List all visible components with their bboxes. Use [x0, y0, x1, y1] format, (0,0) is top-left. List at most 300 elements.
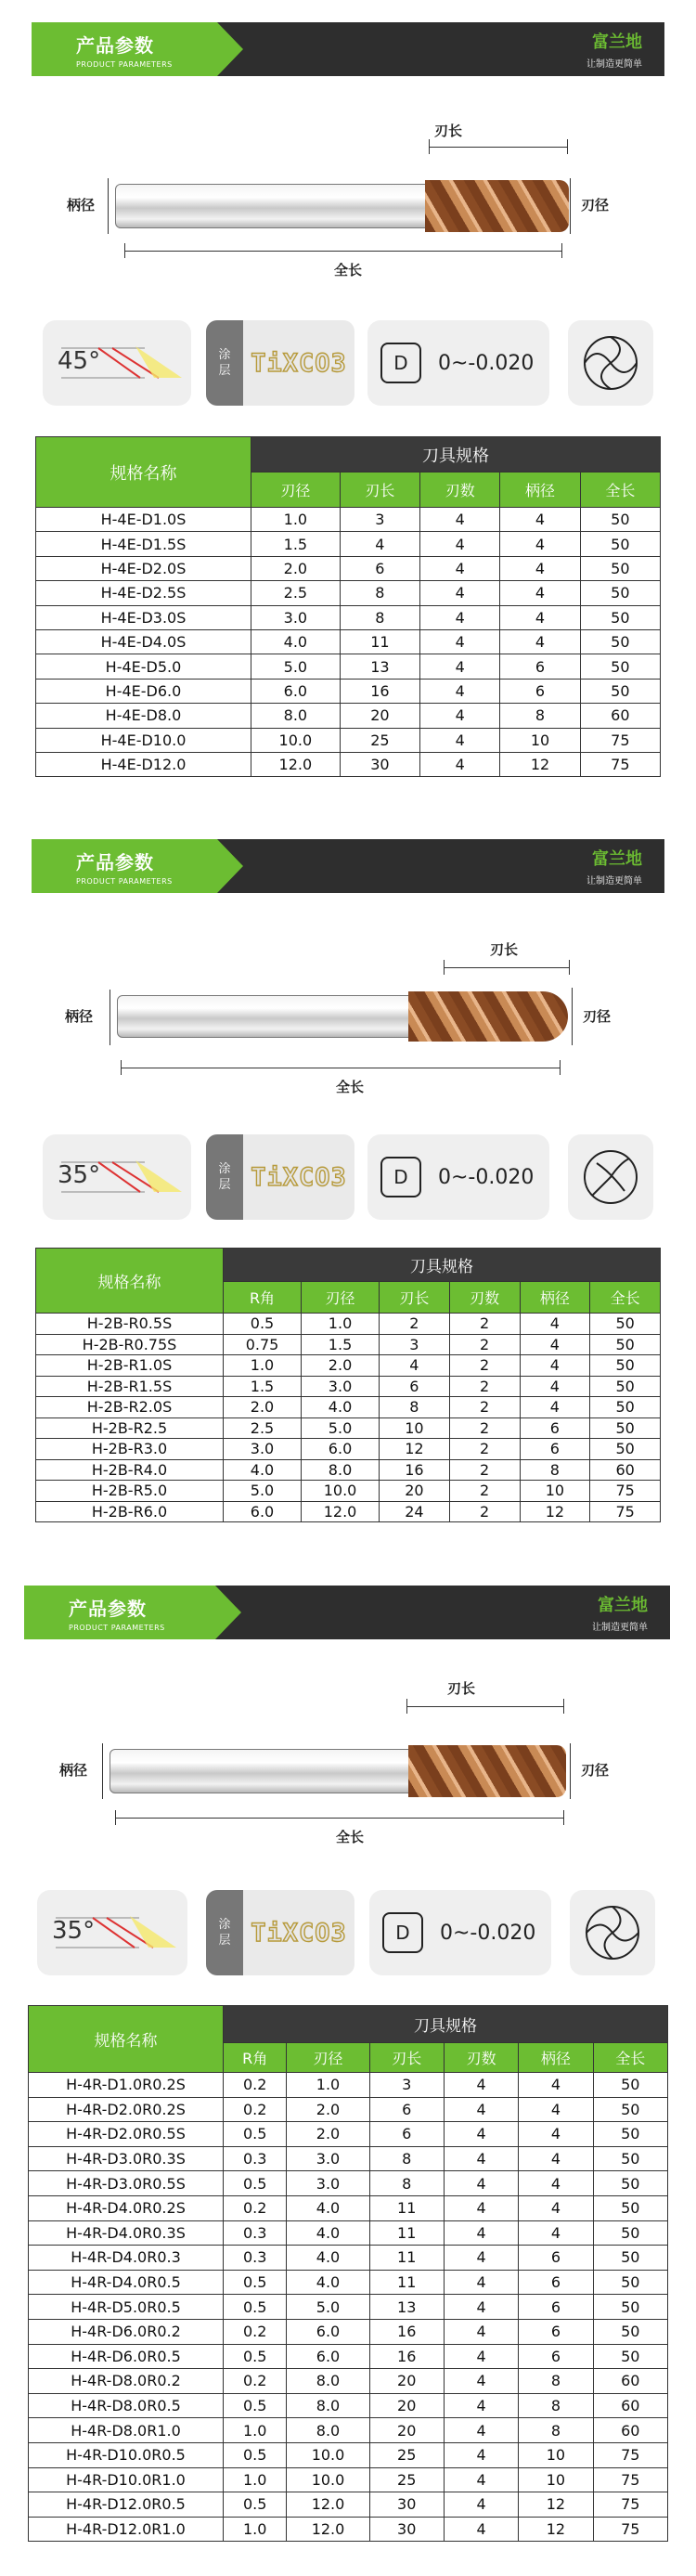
- spec-name-cell: H-2B-R3.0: [36, 1439, 224, 1460]
- spec-value-cell: 2: [449, 1397, 520, 1418]
- column-header: 全长: [580, 472, 660, 508]
- spec-table-corner: [28, 2005, 668, 2542]
- banner-title: 产品参数: [69, 1597, 147, 1620]
- spec-value-cell: 4: [520, 1314, 590, 1335]
- spec-name-cell: H-4R-D3.0R0.3S: [29, 2146, 224, 2171]
- spec-value-cell: 1.0: [287, 2073, 369, 2098]
- spec-value-cell: 2: [449, 1355, 520, 1377]
- spec-name-cell: H-4E-D1.5S: [36, 532, 251, 556]
- spec-value-cell: 50: [593, 2319, 667, 2344]
- tool-shank: [115, 184, 427, 228]
- diameter-symbol-icon: D: [380, 343, 421, 383]
- spec-value-cell: 4: [519, 2171, 593, 2196]
- tolerance-badge: [367, 1134, 549, 1220]
- spec-value-cell: 4: [444, 2246, 518, 2271]
- spec-value-cell: 1.5: [302, 1334, 380, 1355]
- spec-value-cell: 6.0: [251, 679, 341, 703]
- spec-value-cell: 4: [420, 508, 500, 532]
- spec-name-cell: H-4E-D1.0S: [36, 508, 251, 532]
- spec-name-cell: H-2B-R0.5S: [36, 1314, 224, 1335]
- brand-slogan: 让制造更简单: [586, 876, 642, 887]
- column-header: 柄径: [500, 472, 580, 508]
- coating-name: TiXCO3: [251, 348, 347, 378]
- spec-name-cell: H-2B-R4.0: [36, 1459, 224, 1481]
- spec-value-cell: 16: [380, 1459, 450, 1481]
- spec-value-cell: 6: [519, 2344, 593, 2369]
- spec-value-cell: 0.2: [224, 2073, 287, 2098]
- spec-name-cell: H-4R-D10.0R1.0: [29, 2467, 224, 2492]
- spec-value-cell: 6: [520, 1439, 590, 1460]
- spec-value-cell: 4.0: [224, 1459, 302, 1481]
- spec-value-cell: 60: [580, 704, 660, 728]
- spec-value-cell: 75: [593, 2517, 667, 2542]
- spec-value-cell: 75: [593, 2442, 667, 2467]
- spec-value-cell: 10.0: [302, 1481, 380, 1502]
- spec-value-cell: 3.0: [287, 2171, 369, 2196]
- spec-value-cell: 2.0: [287, 2097, 369, 2122]
- spec-value-cell: 4: [340, 532, 419, 556]
- spec-value-cell: 12.0: [251, 752, 341, 776]
- spec-value-cell: 8.0: [287, 2393, 369, 2418]
- column-header: 全长: [593, 2043, 667, 2073]
- total-length-label: 全长: [334, 262, 363, 278]
- table-row: [29, 2220, 668, 2246]
- brand-slogan: 让制造更简单: [592, 1623, 648, 1633]
- column-header: R角: [224, 2043, 287, 2073]
- spec-value-cell: 5.0: [302, 1417, 380, 1439]
- spec-value-cell: 10: [520, 1481, 590, 1502]
- blade-diameter-label: 刃径: [581, 197, 610, 214]
- spec-value-cell: 6.0: [287, 2319, 369, 2344]
- spec-value-cell: 4: [500, 532, 580, 556]
- spec-value-cell: 1.0: [302, 1314, 380, 1335]
- spec-value-cell: 50: [580, 556, 660, 580]
- spec-value-cell: 4: [500, 605, 580, 629]
- spec-value-cell: 4: [444, 2295, 518, 2320]
- spec-name-cell: H-4R-D6.0R0.2: [29, 2319, 224, 2344]
- spec-value-cell: 16: [369, 2344, 444, 2369]
- spec-value-cell: 6.0: [287, 2344, 369, 2369]
- spec-value-cell: 4: [444, 2344, 518, 2369]
- spec-value-cell: 8.0: [251, 704, 341, 728]
- column-header: 刃数: [444, 2043, 518, 2073]
- spec-value-cell: 12.0: [287, 2517, 369, 2542]
- coating-badge: 涂 层 TiXCO3: [206, 1890, 354, 1975]
- column-header: 刃长: [340, 472, 419, 508]
- spec-value-cell: 10.0: [287, 2467, 369, 2492]
- spec-value-cell: 4: [420, 556, 500, 580]
- table-row: [36, 1417, 661, 1439]
- table-row: [29, 2319, 668, 2344]
- spec-value-cell: 4: [420, 654, 500, 679]
- spec-value-cell: 4: [444, 2319, 518, 2344]
- table-row: [29, 2073, 668, 2098]
- spec-value-cell: 8.0: [287, 2418, 369, 2443]
- spec-value-cell: 30: [369, 2492, 444, 2518]
- spec-value-cell: 4: [444, 2270, 518, 2295]
- spec-value-cell: 16: [340, 679, 419, 703]
- spec-value-cell: 6: [519, 2270, 593, 2295]
- table-row: [36, 605, 661, 629]
- table-row: [36, 629, 661, 654]
- spec-value-cell: 20: [340, 704, 419, 728]
- spec-value-cell: 2.5: [251, 581, 341, 605]
- spec-name-cell: H-4R-D6.0R0.5: [29, 2344, 224, 2369]
- spec-value-cell: 0.2: [224, 2369, 287, 2394]
- tool-flute: [425, 180, 569, 232]
- banner-title: 产品参数: [76, 33, 154, 57]
- spec-value-cell: 75: [590, 1501, 661, 1522]
- spec-value-cell: 8.0: [287, 2369, 369, 2394]
- spec-table-ball: [35, 1248, 661, 1522]
- spec-value-cell: 0.75: [224, 1334, 302, 1355]
- coating-badge: 涂 层 TiXCO3: [206, 1134, 354, 1220]
- table-row: [36, 1501, 661, 1522]
- blade-length-label: 刃长: [434, 123, 463, 139]
- spec-value-cell: 6: [369, 2097, 444, 2122]
- spec-value-cell: 2: [449, 1376, 520, 1397]
- spec-value-cell: 10.0: [287, 2442, 369, 2467]
- total-length-label: 全长: [336, 1079, 365, 1095]
- column-header: R角: [224, 1282, 302, 1314]
- spec-value-cell: 0.5: [224, 2344, 287, 2369]
- spec-value-cell: 2: [449, 1334, 520, 1355]
- spec-value-cell: 50: [593, 2146, 667, 2171]
- spec-name-cell: H-4R-D5.0R0.5: [29, 2295, 224, 2320]
- spec-value-cell: 20: [380, 1481, 450, 1502]
- table-row: [29, 2295, 668, 2320]
- spec-value-cell: 6: [519, 2246, 593, 2271]
- spec-value-cell: 50: [593, 2073, 667, 2098]
- spec-value-cell: 4: [519, 2146, 593, 2171]
- spec-value-cell: 50: [593, 2122, 667, 2147]
- product-parameters-banner: [32, 22, 664, 76]
- svg-text:35°: 35°: [52, 1917, 96, 1945]
- spec-name-cell: H-4E-D8.0: [36, 704, 251, 728]
- spec-value-cell: 0.5: [224, 2270, 287, 2295]
- spec-value-cell: 4: [444, 2146, 518, 2171]
- spec-value-cell: 11: [369, 2220, 444, 2246]
- spec-value-cell: 8.0: [302, 1459, 380, 1481]
- blade-diameter-label: 刃径: [583, 1008, 612, 1025]
- spec-value-cell: 11: [369, 2270, 444, 2295]
- spec-name-cell: H-4E-D6.0: [36, 679, 251, 703]
- spec-value-cell: 0.5: [224, 2122, 287, 2147]
- table-row: [29, 2122, 668, 2147]
- spec-value-cell: 3: [369, 2073, 444, 2098]
- coating-badge: 涂 层 TiXCO3: [206, 320, 354, 406]
- spec-value-cell: 4: [444, 2369, 518, 2394]
- total-length-label: 全长: [336, 1829, 365, 1845]
- spec-name-cell: H-4E-D2.0S: [36, 556, 251, 580]
- table-row: [36, 1439, 661, 1460]
- spec-value-cell: 16: [369, 2319, 444, 2344]
- spec-value-cell: 4: [420, 629, 500, 654]
- spec-value-cell: 50: [590, 1439, 661, 1460]
- table-row: [36, 1481, 661, 1502]
- table-row: [29, 2418, 668, 2443]
- table-row: [36, 1397, 661, 1418]
- spec-value-cell: 12: [520, 1501, 590, 1522]
- spec-value-cell: 8: [520, 1459, 590, 1481]
- spec-value-cell: 4: [520, 1334, 590, 1355]
- column-header: 刃长: [369, 2043, 444, 2073]
- spec-name-cell: H-4E-D10.0: [36, 728, 251, 752]
- tool-flute: [408, 1745, 566, 1797]
- spec-value-cell: 50: [590, 1334, 661, 1355]
- spec-value-cell: 0.5: [224, 2492, 287, 2518]
- table-row: [29, 2393, 668, 2418]
- tolerance-value: 0~-0.020: [440, 1921, 536, 1945]
- spec-value-cell: 13: [340, 654, 419, 679]
- spec-value-cell: 2.0: [224, 1397, 302, 1418]
- 2-flute-ball-end-icon: [568, 1134, 653, 1220]
- svg-text:45°: 45°: [58, 347, 101, 375]
- 4-flute-corner-end-icon: [570, 1890, 655, 1975]
- spec-value-cell: 1.0: [224, 1355, 302, 1377]
- group-header: 刀具规格: [251, 437, 661, 472]
- spec-name-cell: H-4R-D4.0R0.2S: [29, 2195, 224, 2220]
- spec-value-cell: 11: [369, 2246, 444, 2271]
- spec-value-cell: 0.5: [224, 2442, 287, 2467]
- spec-table-flat: [35, 436, 661, 777]
- spec-value-cell: 1.0: [224, 2467, 287, 2492]
- spec-name-cell: H-2B-R2.5: [36, 1417, 224, 1439]
- name-header: 规格名称: [36, 1249, 224, 1314]
- spec-value-cell: 0.2: [224, 2097, 287, 2122]
- tool-diagram-corner: [0, 1678, 696, 1845]
- table-row: [29, 2146, 668, 2171]
- table-row: [36, 508, 661, 532]
- shank-diameter-label: 柄径: [67, 197, 96, 214]
- table-row: [29, 2246, 668, 2271]
- group-header: 刀具规格: [224, 1249, 661, 1282]
- product-parameters-banner: [24, 1586, 670, 1639]
- spec-value-cell: 4.0: [287, 2246, 369, 2271]
- spec-value-cell: 3.0: [287, 2146, 369, 2171]
- spec-value-cell: 4: [420, 752, 500, 776]
- column-header: 柄径: [519, 2043, 593, 2073]
- spec-name-cell: H-4R-D8.0R1.0: [29, 2418, 224, 2443]
- spec-value-cell: 2: [449, 1314, 520, 1335]
- spec-value-cell: 50: [593, 2171, 667, 2196]
- table-row: [36, 704, 661, 728]
- spec-value-cell: 6: [500, 679, 580, 703]
- table-row: [36, 1314, 661, 1335]
- spec-value-cell: 20: [369, 2393, 444, 2418]
- spec-name-cell: H-4R-D8.0R0.5: [29, 2393, 224, 2418]
- table-row: [36, 1334, 661, 1355]
- spec-value-cell: 8: [369, 2171, 444, 2196]
- spec-value-cell: 0.2: [224, 2319, 287, 2344]
- spec-value-cell: 50: [580, 581, 660, 605]
- spec-name-cell: H-4R-D8.0R0.2: [29, 2369, 224, 2394]
- spec-value-cell: 4: [519, 2122, 593, 2147]
- spec-value-cell: 50: [590, 1355, 661, 1377]
- product-parameters-banner: [32, 839, 664, 893]
- spec-value-cell: 0.5: [224, 1314, 302, 1335]
- spec-value-cell: 4: [444, 2442, 518, 2467]
- spec-value-cell: 5.0: [224, 1481, 302, 1502]
- spec-value-cell: 12: [519, 2517, 593, 2542]
- tolerance-badge: [369, 1890, 551, 1975]
- spec-value-cell: 6: [520, 1417, 590, 1439]
- coating-name: TiXCO3: [251, 1162, 347, 1192]
- total-length-line: [124, 251, 562, 252]
- spec-value-cell: 0.5: [224, 2171, 287, 2196]
- banner-subtitle: PRODUCT PARAMETERS: [69, 1623, 165, 1632]
- spec-name-cell: H-2B-R6.0: [36, 1501, 224, 1522]
- spec-value-cell: 75: [590, 1481, 661, 1502]
- spec-value-cell: 6: [369, 2122, 444, 2147]
- spec-value-cell: 2.5: [224, 1417, 302, 1439]
- tool-diagram-flat: [0, 121, 696, 288]
- spec-value-cell: 75: [593, 2492, 667, 2518]
- banner-subtitle: PRODUCT PARAMETERS: [76, 876, 173, 886]
- spec-value-cell: 10: [519, 2442, 593, 2467]
- spec-value-cell: 0.3: [224, 2220, 287, 2246]
- spec-value-cell: 4.0: [251, 629, 341, 654]
- banner-title: 产品参数: [76, 850, 154, 874]
- banner-subtitle: PRODUCT PARAMETERS: [76, 59, 173, 69]
- spec-value-cell: 8: [500, 704, 580, 728]
- spec-name-cell: H-4E-D2.5S: [36, 581, 251, 605]
- spec-value-cell: 50: [593, 2246, 667, 2271]
- spec-value-cell: 25: [340, 728, 419, 752]
- spec-name-cell: H-4R-D12.0R1.0: [29, 2517, 224, 2542]
- spec-value-cell: 0.3: [224, 2246, 287, 2271]
- spec-value-cell: 4.0: [287, 2195, 369, 2220]
- table-row: [36, 1355, 661, 1377]
- spec-name-cell: H-2B-R0.75S: [36, 1334, 224, 1355]
- spec-value-cell: 4: [444, 2418, 518, 2443]
- helix-angle-icon: [37, 1890, 187, 1975]
- spec-name-cell: H-4R-D4.0R0.3: [29, 2246, 224, 2271]
- spec-value-cell: 60: [590, 1459, 661, 1481]
- spec-value-cell: 10: [500, 728, 580, 752]
- table-row: [29, 2195, 668, 2220]
- spec-value-cell: 60: [593, 2393, 667, 2418]
- spec-value-cell: 10.0: [251, 728, 341, 752]
- spec-value-cell: 4: [420, 704, 500, 728]
- spec-value-cell: 11: [369, 2195, 444, 2220]
- brand-name: 富兰地: [598, 1596, 648, 1615]
- spec-value-cell: 2: [449, 1501, 520, 1522]
- spec-value-cell: 0.2: [224, 2195, 287, 2220]
- blade-length-label: 刃长: [490, 941, 519, 958]
- spec-value-cell: 4: [519, 2073, 593, 2098]
- table-row: [29, 2517, 668, 2542]
- column-header: 刃数: [420, 472, 500, 508]
- spec-value-cell: 6: [380, 1376, 450, 1397]
- blade-diameter-label: 刃径: [581, 1762, 610, 1779]
- spec-value-cell: 4: [380, 1355, 450, 1377]
- table-row: [36, 581, 661, 605]
- spec-value-cell: 50: [593, 2270, 667, 2295]
- spec-name-cell: H-4R-D2.0R0.5S: [29, 2122, 224, 2147]
- coating-name: TiXCO3: [251, 1918, 347, 1948]
- spec-value-cell: 4: [444, 2097, 518, 2122]
- spec-value-cell: 60: [593, 2418, 667, 2443]
- column-header: 柄径: [520, 1282, 590, 1314]
- spec-value-cell: 12: [500, 752, 580, 776]
- column-header: 全长: [590, 1282, 661, 1314]
- spec-value-cell: 0.5: [224, 2295, 287, 2320]
- spec-name-cell: H-2B-R5.0: [36, 1481, 224, 1502]
- spec-value-cell: 2.0: [287, 2122, 369, 2147]
- table-row: [29, 2270, 668, 2295]
- spec-value-cell: 0.5: [224, 2393, 287, 2418]
- spec-value-cell: 4: [444, 2171, 518, 2196]
- spec-value-cell: 50: [580, 532, 660, 556]
- table-row: [36, 752, 661, 776]
- spec-value-cell: 20: [369, 2418, 444, 2443]
- brand-name: 富兰地: [592, 32, 642, 52]
- spec-value-cell: 12: [380, 1439, 450, 1460]
- spec-value-cell: 50: [593, 2220, 667, 2246]
- table-row: [29, 2171, 668, 2196]
- spec-name-cell: H-4E-D5.0: [36, 654, 251, 679]
- diameter-symbol-icon: D: [380, 1157, 421, 1197]
- spec-value-cell: 50: [593, 2344, 667, 2369]
- spec-name-cell: H-4E-D12.0: [36, 752, 251, 776]
- spec-value-cell: 4: [420, 581, 500, 605]
- spec-value-cell: 4: [444, 2492, 518, 2518]
- spec-value-cell: 8: [380, 1397, 450, 1418]
- spec-value-cell: 1.0: [251, 508, 341, 532]
- table-row: [36, 532, 661, 556]
- spec-value-cell: 12.0: [302, 1501, 380, 1522]
- tool-shank: [110, 1749, 410, 1793]
- group-header: 刀具规格: [224, 2006, 668, 2043]
- spec-value-cell: 2.0: [302, 1355, 380, 1377]
- spec-value-cell: 3.0: [224, 1439, 302, 1460]
- spec-value-cell: 30: [340, 752, 419, 776]
- tool-shank: [117, 995, 410, 1038]
- table-row: [29, 2097, 668, 2122]
- spec-value-cell: 75: [580, 752, 660, 776]
- table-row: [36, 728, 661, 752]
- spec-value-cell: 6.0: [224, 1501, 302, 1522]
- brand-slogan: 让制造更简单: [586, 59, 642, 70]
- brand-name: 富兰地: [592, 849, 642, 869]
- spec-value-cell: 75: [593, 2467, 667, 2492]
- spec-value-cell: 4: [444, 2393, 518, 2418]
- spec-value-cell: 4: [420, 532, 500, 556]
- table-row: [29, 2467, 668, 2492]
- spec-value-cell: 8: [519, 2393, 593, 2418]
- spec-value-cell: 50: [580, 679, 660, 703]
- spec-value-cell: 4: [519, 2195, 593, 2220]
- spec-value-cell: 3.0: [251, 605, 341, 629]
- spec-name-cell: H-4R-D1.0R0.2S: [29, 2073, 224, 2098]
- spec-value-cell: 4: [444, 2195, 518, 2220]
- spec-value-cell: 6: [500, 654, 580, 679]
- spec-value-cell: 2: [380, 1314, 450, 1335]
- spec-value-cell: 8: [340, 605, 419, 629]
- spec-value-cell: 4: [444, 2467, 518, 2492]
- spec-value-cell: 25: [369, 2442, 444, 2467]
- spec-name-cell: H-4R-D12.0R0.5: [29, 2492, 224, 2518]
- spec-name-cell: H-4R-D2.0R0.2S: [29, 2097, 224, 2122]
- spec-value-cell: 3: [340, 508, 419, 532]
- spec-value-cell: 4: [500, 556, 580, 580]
- tolerance-value: 0~-0.020: [438, 1165, 535, 1189]
- column-header: 刃长: [380, 1282, 450, 1314]
- spec-name-cell: H-2B-R2.0S: [36, 1397, 224, 1418]
- spec-value-cell: 4: [520, 1397, 590, 1418]
- spec-value-cell: 11: [340, 629, 419, 654]
